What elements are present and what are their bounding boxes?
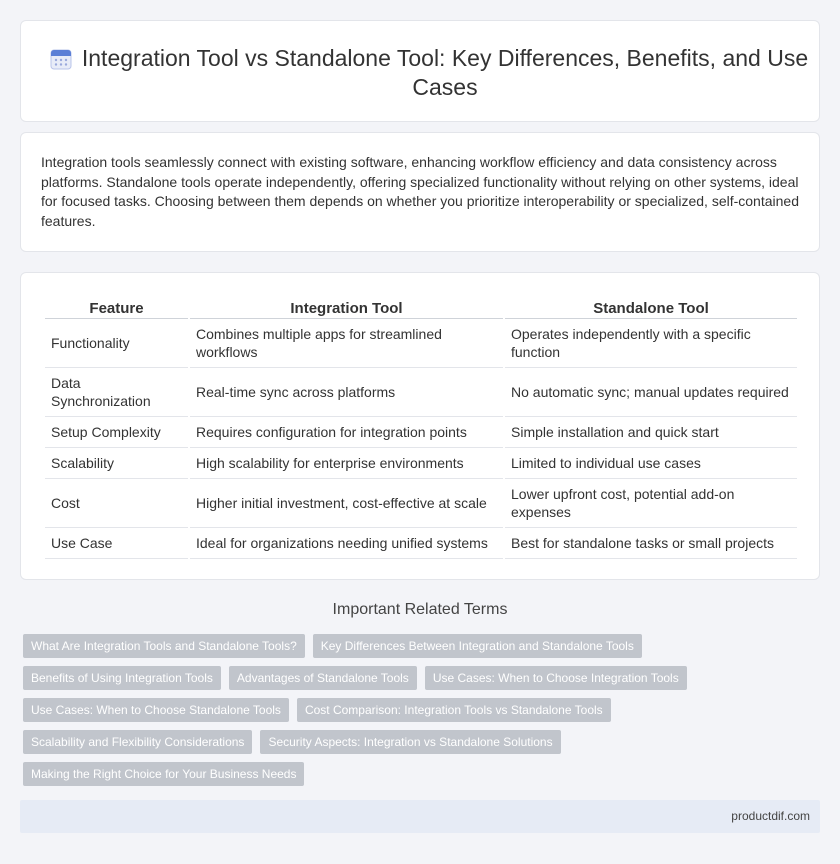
related-term-tag[interactable]: Making the Right Choice for Your Business Needs [23, 762, 304, 786]
comparison-card [20, 272, 820, 580]
table-row [45, 368, 797, 417]
related-term-tag[interactable]: Cost Comparison: Integration Tools vs Standalone Tools [297, 698, 611, 722]
table-cell: Lower upfront cost, potential add-on expenses [505, 479, 797, 528]
related-terms-heading: Important Related Terms [332, 601, 508, 618]
related-term-tag[interactable]: Benefits of Using Integration Tools [23, 666, 221, 690]
table-row [45, 479, 797, 528]
table-cell: Setup Complexity [45, 417, 188, 448]
table-cell: Scalability [45, 448, 188, 479]
related-term-tag[interactable]: Advantages of Standalone Tools [229, 666, 417, 690]
header-feature: Feature [45, 295, 188, 319]
table-cell: Limited to individual use cases [505, 448, 797, 479]
table-cell: Data Synchronization [45, 368, 188, 417]
table-cell: Ideal for organizations needing unified systems [190, 528, 503, 559]
intro-card [20, 132, 820, 252]
related-term-tag[interactable]: Key Differences Between Integration and Standalone Tools [313, 634, 642, 658]
related-term-tag[interactable]: What Are Integration Tools and Standalone Tools? [23, 634, 305, 658]
footer [20, 800, 820, 833]
table-cell: No automatic sync; manual updates required [505, 368, 797, 417]
table-cell: Use Case [45, 528, 188, 559]
table-row [45, 528, 797, 559]
table-row [45, 448, 797, 479]
related-term-tag[interactable]: Use Cases: When to Choose Standalone Tools [23, 698, 289, 722]
related-term-tag[interactable]: Security Aspects: Integration vs Standalone Solutions [260, 730, 560, 754]
table-cell: Higher initial investment, cost-effective at scale [190, 479, 503, 528]
table-cell: Requires configuration for integration points [190, 417, 503, 448]
header-standalone-tool: Standalone Tool [505, 295, 797, 319]
table-cell: Best for standalone tasks or small projects [505, 528, 797, 559]
table-cell: Real-time sync across platforms [190, 368, 503, 417]
related-term-tag[interactable]: Scalability and Flexibility Considerations [23, 730, 252, 754]
table-cell: Cost [45, 479, 188, 528]
table-cell: Functionality [45, 319, 188, 368]
header-integration-tool: Integration Tool [190, 295, 503, 319]
related-terms-list [23, 634, 823, 794]
table-cell: High scalability for enterprise environments [190, 448, 503, 479]
page-title: Integration Tool vs Standalone Tool: Key Differences, Benefits, and Use Cases [81, 45, 809, 100]
intro-text: Integration tools seamlessly connect with existing software, enhancing workflow efficiency and data consistency across platforms. Standalone tools operate independently, offering specialized functionality without relying on other systems, ideal for focused tasks. Choosing between them depends on whether you prioritize interoperability or specialized, self-contained features. [41, 154, 799, 229]
table-cell: Simple installation and quick start [505, 417, 797, 448]
table-row [45, 319, 797, 368]
table-cell: Operates independently with a specific function [505, 319, 797, 368]
comparison-table [43, 295, 799, 559]
table-header-row [45, 295, 797, 319]
related-term-tag[interactable]: Use Cases: When to Choose Integration Tools [425, 666, 687, 690]
header-card [20, 20, 820, 122]
footer-site-link[interactable]: productdif.com [731, 809, 810, 823]
table-row [45, 417, 797, 448]
table-cell: Combines multiple apps for streamlined workflows [190, 319, 503, 368]
